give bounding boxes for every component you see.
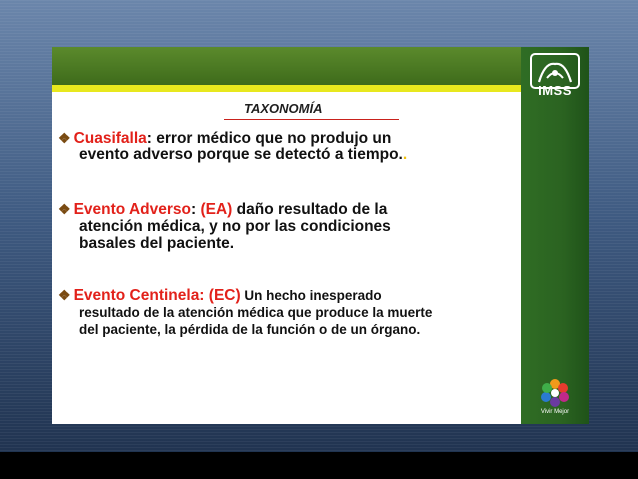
vivir-mejor-flower-icon (539, 377, 571, 409)
logo-caption: Vivir Mejor (540, 409, 570, 415)
bullet-text: resultado de la atención médica que produce la muerte (79, 305, 433, 320)
title-underline (224, 119, 399, 120)
slide (52, 47, 589, 424)
header-band (52, 47, 521, 85)
bullet-text: Un hecho inesperado (240, 288, 382, 303)
trailing-dot: . (402, 146, 408, 163)
bullet-text: daño resultado de la (232, 201, 388, 218)
bullet-text: basales del paciente. (79, 235, 235, 252)
side-panel (521, 47, 589, 424)
term-label: Cuasifalla (73, 130, 147, 147)
diamond-arrow-icon: ❖ (58, 287, 71, 303)
term-label: Evento Adverso (73, 201, 191, 218)
bullet-text: del paciente, la pérdida de la función o de un órgano. (79, 322, 421, 337)
term-colon: : (146, 130, 157, 147)
diamond-arrow-icon: ❖ (58, 130, 71, 146)
term-abbreviation: (EC) (208, 287, 241, 304)
bullet-evento-adverso (58, 201, 513, 252)
bullet-text: atención médica, y no por las condiciones (79, 218, 391, 235)
term-label: Evento Centinela: (73, 287, 209, 304)
bullet-cuasifalla (58, 130, 513, 163)
bullet-evento-centinela (58, 287, 513, 338)
term-abbreviation: (EA) (200, 201, 233, 218)
diamond-arrow-icon: ❖ (58, 201, 71, 217)
slide-title: TAXONOMÍA (244, 101, 323, 116)
header-accent-strip (52, 85, 521, 92)
term-colon: : (191, 201, 201, 218)
bullet-text: error médico que no produjo un (156, 130, 392, 147)
bullet-text: evento adverso porque se detectó a tiempo. (79, 146, 403, 163)
logo-text: IMSS (538, 83, 572, 98)
bottom-bar (0, 452, 638, 479)
